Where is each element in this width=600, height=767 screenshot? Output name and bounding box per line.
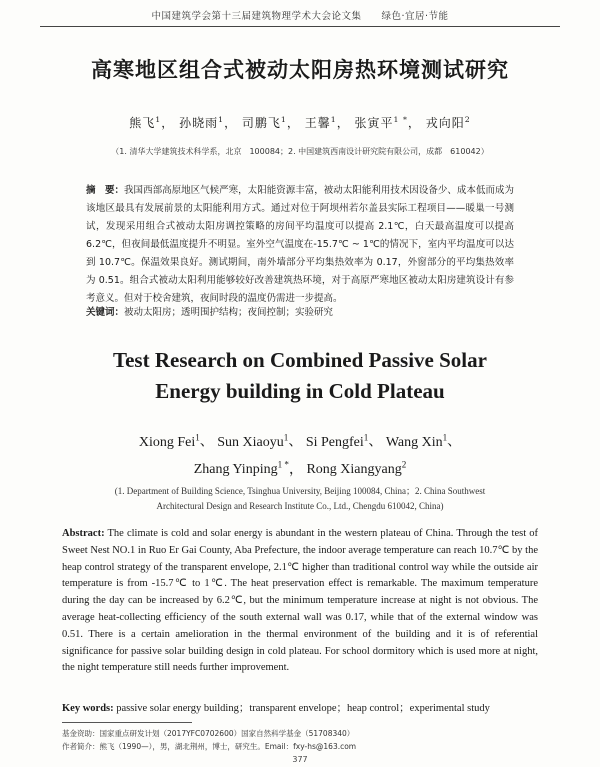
author-cn: 王馨$^1$ bbox=[304, 115, 337, 130]
affiliation-cn: （1. 清华大学建筑技术科学系，北京 100084；2. 中国建筑西南设计研究院有限公司，成都 610042） bbox=[111, 147, 489, 156]
keywords-cn-label: 关键词： bbox=[86, 307, 125, 318]
author-en: Si Pengfei$^1$ bbox=[305, 432, 369, 450]
author-en: Xiong Fei$^1$ bbox=[138, 432, 200, 450]
abstract-en-label: Abstract: bbox=[62, 528, 105, 539]
author-en: Rong Xiangyang$^2$ bbox=[306, 459, 407, 478]
author-cn: 熊飞$^1$ bbox=[129, 115, 162, 130]
keywords-en-text: passive solar energy building；transparent envelope；heap control；experimental study bbox=[116, 703, 490, 714]
abstract-en-text: The climate is cold and solar energy is abundant in the western plateau of China. Through the test of Sweet Nest NO.1 in Ruo Er Gai County, Aba Prefecture, the indoor average temperature can reach 10.7℃ by the heap control strategy of the transparent envelope, 2.1℃ higher than traditional control way while the outside air temperature is from -15.7℃ to 1℃. The heat preservation effect is remarkable. The maximum temperature during the day can be increased by 6.2℃, but the minimum temperature increase at night is not obvious. The average heat-collecting efficiency of the south external wall was 0.17, while that of the external window was 0.51. There is a certain amelioration in the thermal environment of the building and it is of referential significance for passive solar building design in cold plateau. For school dormitory which is used more at night, the night temperature still needs further improvement. bbox=[62, 528, 538, 674]
keywords-cn-text: 被动太阳房；透明围护结构；夜间控制；实验研究 bbox=[124, 307, 334, 318]
keywords-cn bbox=[86, 304, 514, 318]
running-head: 中国建筑学会第十三届建筑物理学术大会论文集 绿色·宜居·节能 bbox=[151, 11, 449, 22]
paper-title-en-line2: Energy building in Cold Plateau bbox=[155, 379, 445, 403]
fund-note: 基金资助：国家重点研发计划（2017YFC0702600）国家自然科学基金（51708340） bbox=[62, 729, 355, 738]
author-en: Zhang Yinping$^{1 *}$ bbox=[193, 459, 289, 478]
affiliation-en bbox=[100, 484, 500, 514]
author-en: Wang Xin$^1$ bbox=[385, 432, 448, 450]
author-list-en-line1: Xiong Fei$^1$、 Sun Xiaoyu$^1$、 Si Pengfei$^1$、 Wang Xin$^1$、 bbox=[138, 432, 462, 450]
abstract-cn-label: 摘 要： bbox=[86, 185, 125, 196]
author-cn: 孙晓雨$^1$ bbox=[179, 115, 225, 130]
affiliation-en-line1: (1. Department of Building Science, Tsinghua University, Beijing 100084, China；2. China Southwest bbox=[114, 486, 486, 496]
author-list-en bbox=[0, 426, 600, 481]
keywords-en-label: Key words: bbox=[62, 703, 114, 714]
page-number: 377 bbox=[292, 755, 308, 764]
abstract-cn-text: 我国西部高原地区气候严寒，太阳能资源丰富，被动太阳能利用技术因设备少、成本低而成为该地区最具有发展前景的太阳能利用方式。通过对位于阿坝州若尔盖县实际工程项目——暖巢一号测试，发现采用组合式被动太阳房调控策略的房间平均温度可以提高 2.1℃，白天最高温度可以提高 6.2℃，但夜间最低温度提升不明显。室外空气温度在-15.7℃ ~ 1℃的情况下，室内平均温度可以达到 10.7℃。保温效果良好。测试期间，南外墙部分平均集热效率为 0.17，外窗部分的平均集热效率为 0.51。组合式被动太阳利用能够较好改善建筑热环境，对于高原严寒地区被动太阳房建筑设计有参考意义。但对于校舍建筑，夜间时段的温度仍需进一步提高。 bbox=[86, 185, 514, 304]
affiliation-en-line2: Architectural Design and Research Institute Co., Ltd., Chengdu 610042, China) bbox=[156, 501, 444, 511]
paper-title-cn: 高寒地区组合式被动太阳房热环境测试研究 bbox=[91, 58, 509, 82]
author-note: 作者简介：熊飞（1990—），男，湖北荆州，博士，研究生。Email：fxy-hs@163.com bbox=[62, 742, 357, 751]
paper-title-en-line1: Test Research on Combined Passive Solar bbox=[113, 348, 487, 372]
author-list-en-line2: Zhang Yinping$^{1 *}$， Rong Xiangyang$^2$ bbox=[193, 459, 407, 478]
author-list-cn: 熊飞$^1$， 孙晓雨$^1$， 司鹏飞$^1$， 王馨$^1$， 张寅平$^{1 *}$， 戎向阳$^2$ bbox=[129, 115, 471, 130]
keywords-en bbox=[62, 700, 538, 715]
header-divider bbox=[40, 26, 560, 27]
abstract-cn bbox=[86, 182, 514, 308]
abstract-en bbox=[62, 526, 538, 677]
author-cn: 张寅平$^{1 *}$ bbox=[354, 115, 408, 130]
footnote-divider bbox=[62, 722, 192, 723]
author-cn: 戎向阳$^2$ bbox=[425, 115, 471, 130]
author-cn: 司鹏飞$^1$ bbox=[241, 115, 287, 130]
author-en: Sun Xiaoyu$^1$ bbox=[217, 432, 289, 450]
paper-title-en bbox=[0, 345, 600, 407]
